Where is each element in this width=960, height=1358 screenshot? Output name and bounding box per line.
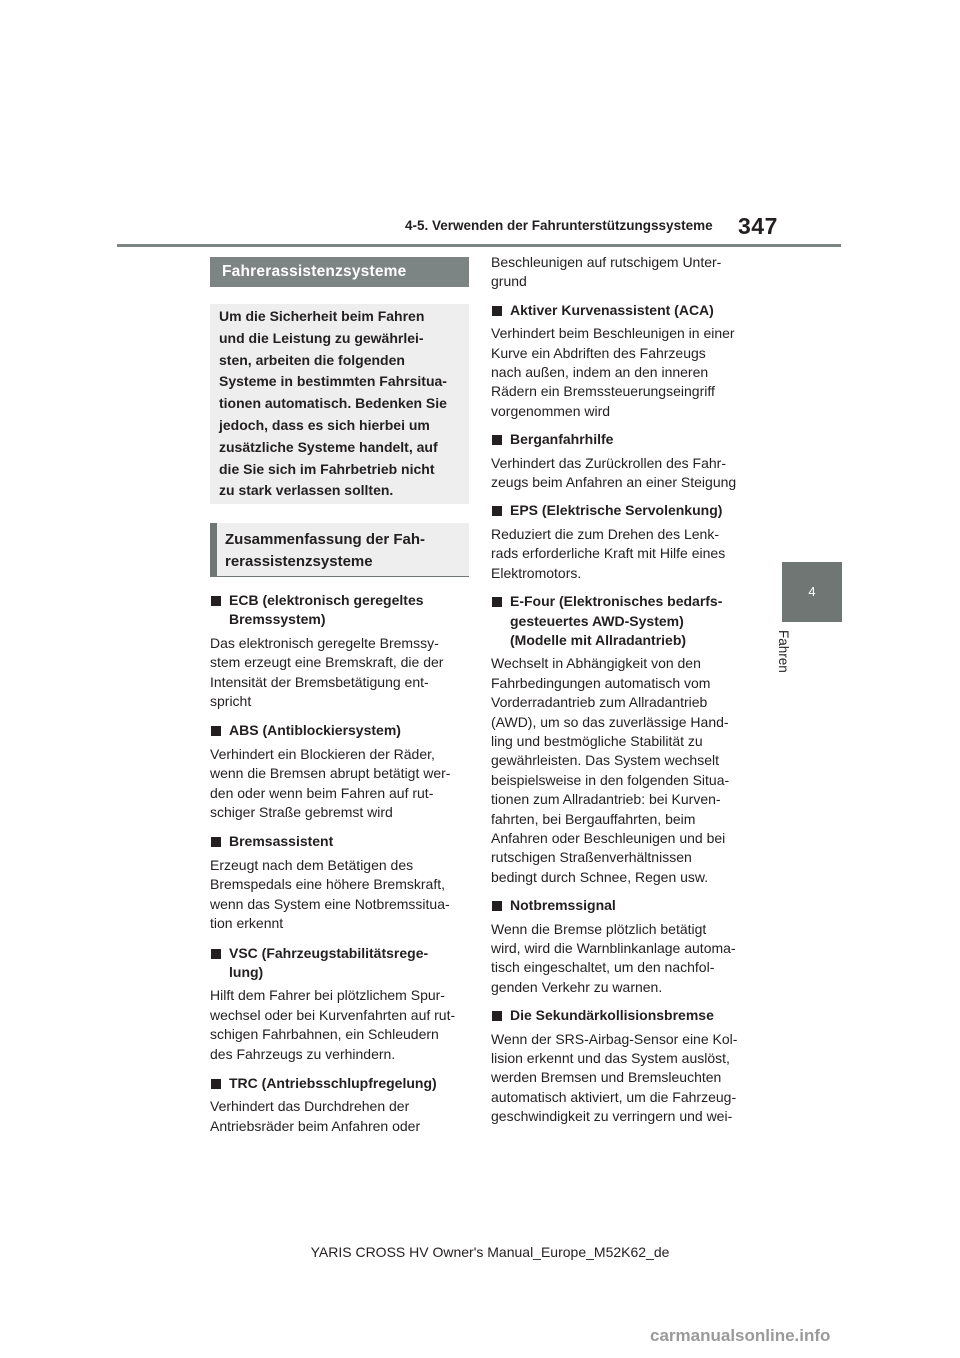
square-bullet-icon [211,726,221,736]
item-body-line: wenn die Bremsen abrupt betätigt wer- [210,765,451,782]
intro-line: zusätzliche Systeme handelt, auf [219,438,438,455]
item-body-line: Bremspedals eine höhere Bremskraft, [210,876,445,893]
item-title-line: Berganfahrhilfe [510,431,614,448]
item-body-line: Verhindert das Durchdrehen der [210,1098,410,1115]
item-body-line: wenn das System eine Notbremssitua- [210,895,450,912]
item-body [491,1030,755,1127]
sub-heading [210,523,469,577]
item-body-line: vorgenommen wird [491,402,611,419]
item-body-line: wird, wird die Warnblinkanlage automa- [491,940,736,956]
item-title-line: ECB (elektronisch geregeltes [229,592,424,608]
item-body [491,454,755,493]
square-bullet-icon [211,949,221,959]
item-body-line: spricht [210,693,252,710]
item-body-line: Elektromotors. [491,564,582,581]
main-heading: Fahrerassistenzsysteme [210,257,469,287]
item-title [210,832,472,851]
item-title [210,721,472,740]
item-body-line: (AWD), um so das zuverlässige Hand- [491,713,729,730]
item-body-line: beispielsweise in den folgenden Situa- [491,771,730,788]
item-body-line: Vorderradantrieb zum Allradantrieb [491,694,708,711]
item-body-line: schiger Straße gebremst wird [210,804,393,821]
left-column [210,583,472,1136]
item-title-line: gesteuertes AWD-System) [510,612,684,629]
item-body-line: tion erkennt [210,915,284,932]
item-body-line: Verhindert das Zurückrollen des Fahr- [491,454,726,471]
item-body-line: fahrten, bei Bergauffahrten, beim [491,810,696,827]
item-body-line: Kurve ein Abdriften des Fahrzeugs [491,344,706,361]
chapter-label [776,630,837,678]
header-rule [117,244,841,247]
intro-line: die Sie sich im Fahrbetrieb nicht [219,460,435,477]
item-body-line: Wenn der SRS-Airbag-Sensor eine Kol- [491,1030,738,1047]
sub-heading-line: Zusammenfassung der Fah- [225,531,426,548]
item-body-line: Wenn die Bremse plötzlich betätigt [491,920,707,937]
item-body [491,920,755,998]
item-body-line: automatisch aktiviert, um die Fahrzeug- [491,1088,737,1105]
watermark: carmanualsonline.info [650,1326,831,1345]
item-title [210,591,472,630]
item-title [210,944,472,983]
intro-box [210,304,469,504]
item-body-line: geschwindigkeit zu verringern und wei- [491,1108,733,1125]
item-body [491,654,755,887]
item-body-line: Das elektronisch geregelte Bremssy- [210,634,439,651]
section-title: 4-5. Verwenden der Fahrunterstützungssysteme [405,218,713,233]
item-body-line: werden Bremsen und Bremsleuchten [491,1069,722,1086]
item-title-line: lung) [229,963,264,980]
square-bullet-icon [492,597,502,607]
item-body-line: schigen Fahrbahnen, ein Schleudern [210,1026,439,1043]
item-body-line: lision erkennt und das System auslöst, [491,1050,730,1067]
item-body-line: rutschigen Straßenverhältnissen [491,849,692,866]
item-body [491,324,755,421]
intro-line: zu stark verlassen sollten. [219,482,394,499]
item-body-line: tionen zum Allradantrieb: bei Kurven- [491,791,721,808]
item-body [491,525,755,583]
item-body [210,1097,472,1136]
item-body-line: Verhindert beim Beschleunigen in einer [491,325,735,342]
square-bullet-icon [211,837,221,847]
item-body-line: bedingt durch Schnee, Regen usw. [491,868,709,885]
item-body-line: Antriebsräder beim Anfahren oder [210,1117,421,1134]
item-body-line: nach außen, indem an den inneren [491,364,709,381]
item-body-line: grund [491,273,527,290]
item-body-line: tisch eingeschaltet, um den nachfol- [491,959,715,976]
square-bullet-icon [211,596,221,606]
item-title [210,1074,472,1093]
square-bullet-icon [492,901,502,911]
intro-line: sten, arbeiten die folgenden [219,351,405,368]
intro-line: Systeme in bestimmten Fahrsitua- [219,373,447,390]
item-body-line: ling und bestmögliche Stabilität zu [491,732,703,749]
item-body-line: Wechselt in Abhängigkeit von den [491,655,701,672]
item-body-line: stem erzeugt eine Bremskraft, die der [210,654,444,671]
item-body-line: Rädern ein Bremssteuerungseingriff [491,383,715,400]
intro-line: tionen automatisch. Bedenken Sie [219,395,447,412]
item-body-line: Erzeugt nach dem Betätigen des [210,856,414,873]
item-body-line: Intensität der Bremsbetätigung ent- [210,673,429,690]
item-body-line: zeugs beim Anfahren an einer Steigung [491,474,737,491]
page-number: 347 [738,213,778,239]
item-body-line: Verhindert ein Blockieren der Räder, [210,745,435,762]
item-body [210,634,472,712]
item-body-line: Anfahren oder Beschleunigen und bei [491,829,726,846]
sub-heading-line: rerassistenzsysteme [225,553,373,570]
chapter-tab: 4 [782,562,842,622]
item-title-line: ABS (Antiblockiersystem) [229,722,401,739]
item-title [491,1006,755,1025]
item-title [491,592,755,650]
continuation-text [491,253,755,292]
item-title [491,896,755,915]
item-body-line: Hilft dem Fahrer bei plötzlichem Spur- [210,987,445,1004]
intro-line: Um die Sicherheit beim Fahren [219,308,425,324]
item-body [210,986,472,1064]
footer [0,1244,960,1260]
item-body-line: den oder wenn beim Fahren auf rut- [210,784,434,801]
square-bullet-icon [492,506,502,516]
item-title-line: Notbremssignal [510,897,616,914]
item-title-line: Aktiver Kurvenassistent (ACA) [510,301,714,318]
right-column [491,253,755,1127]
square-bullet-icon [492,1011,502,1021]
footer-text: YARIS CROSS HV Owner's Manual_Europe_M52K62_de [310,1244,670,1260]
intro-line: jedoch, dass es sich hierbei um [219,416,430,433]
item-title-line: VSC (Fahrzeugstabilitätsrege- [229,944,429,961]
item-body [210,856,472,934]
item-title-line: EPS (Elektrische Servolenkung) [510,502,723,519]
item-title-line: Die Sekundärkollisionsbremse [510,1007,714,1024]
item-body-line: wechsel oder bei Kurvenfahrten auf rut- [210,1006,456,1023]
chapter-label-text: Fahren [776,630,791,673]
item-title [491,301,755,320]
square-bullet-icon [492,435,502,445]
item-body-line: rads erforderliche Kraft mit Hilfe eines [491,545,726,562]
item-body-line: Fahrbedingungen automatisch vom [491,674,711,691]
item-body-line: des Fahrzeugs zu verhindern. [210,1045,396,1062]
item-body-line: gewährleisten. Das System wechselt [491,752,719,769]
item-title-line: Bremsassistent [229,833,334,850]
item-title-line: Bremssystem) [229,611,326,628]
item-body-line: genden Verkehr zu warnen. [491,978,663,995]
item-title-line: E-Four (Elektronisches bedarfs- [510,593,723,610]
item-body [210,745,472,823]
item-title [491,430,755,449]
square-bullet-icon [211,1079,221,1089]
item-title [491,501,755,520]
item-body-line: Reduziert die zum Drehen des Lenk- [491,525,720,542]
square-bullet-icon [492,306,502,316]
item-body-line: Beschleunigen auf rutschigem Unter- [491,254,722,270]
item-title-line: TRC (Antriebsschlupfregelung) [229,1074,437,1091]
item-title-line: (Modelle mit Allradantrieb) [510,631,687,648]
intro-line: und die Leistung zu gewährlei- [219,329,424,346]
